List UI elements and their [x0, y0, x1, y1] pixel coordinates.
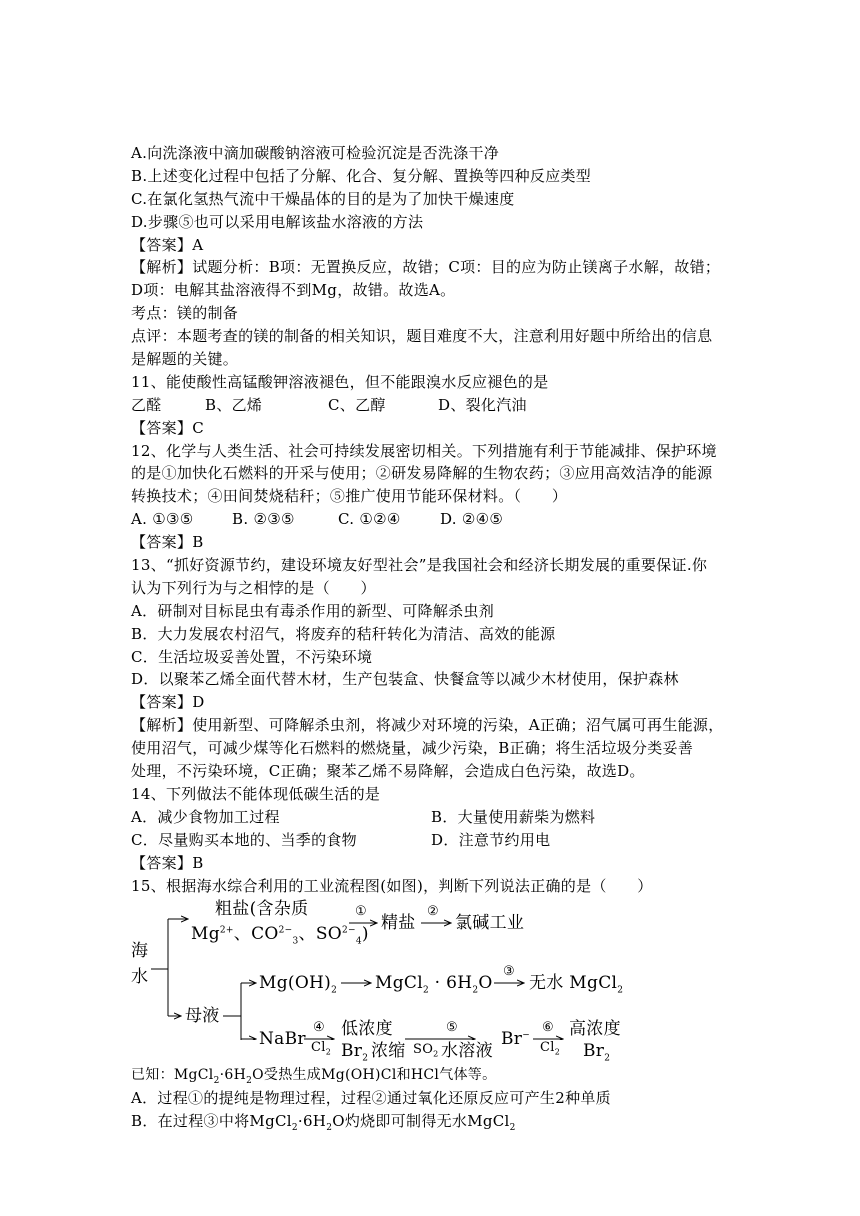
q10-kaodian: 考点：镁的制备 — [131, 304, 239, 323]
q11-answer: 【答案】C — [131, 418, 204, 437]
step6-label: ⑥ — [542, 1020, 554, 1036]
q13-option-b: B．大力发展农村沼气，将废弃的秸秆转化为清洁、高效的能源 — [131, 624, 556, 643]
q10-answer: 【答案】A — [131, 235, 204, 254]
q15-known-c: O受热生成Mg(OH)Cl和HCl气体等。 — [252, 1067, 497, 1084]
q15-option-b-c: O灼烧即可制得无水MgCl — [332, 1112, 510, 1131]
q10-option-a: A.向洗涤液中滴加碳酸钠溶液可检验沉淀是否洗涤干净 — [131, 144, 500, 162]
q15-known-b: ·6H — [219, 1067, 247, 1084]
br-ion-label — [501, 1029, 530, 1049]
q14-options-row2 — [131, 829, 731, 852]
q15-option-b-sub1: 2 — [291, 1123, 298, 1134]
concentrate-label: 浓缩 — [371, 1041, 406, 1062]
step5-label: ⑤ — [446, 1020, 458, 1036]
ion-mg-charge: 2+ — [219, 925, 234, 936]
so2-text: SO — [413, 1042, 434, 1058]
cl2-text: Cl — [311, 1040, 326, 1056]
high-conc-label: 高浓度 — [569, 1019, 621, 1040]
q14-option-c: C．尽量购买本地的、当季的食物 — [131, 830, 357, 849]
q14-answer: 【答案】B — [131, 853, 204, 872]
q10-option-d: D.步骤⑤也可以采用电解该盐水溶液的方法 — [131, 212, 424, 231]
cl2-sub: 2 — [325, 1047, 332, 1057]
seawater-label-1: 海 — [131, 941, 149, 962]
q14-option-a: A．减少食物加工过程 — [131, 807, 280, 826]
q15-option-b-a: B．在过程③中将MgCl — [131, 1112, 292, 1131]
q13-stem-line1: 13、“抓好资源节约，建设环境友好型社会”是我国社会和经济长期发展的重要保证.你 — [131, 556, 708, 575]
cl2b-reagent-label — [540, 1041, 560, 1055]
mgoh2-main: Mg(OH) — [259, 973, 332, 994]
br2-text: Br — [341, 1041, 363, 1062]
low-conc-label: 低浓度 — [341, 1019, 393, 1040]
q15-option-b — [131, 1110, 731, 1133]
seawater-label-2: 水 — [131, 967, 149, 988]
step3-label: ③ — [503, 964, 515, 980]
mgoh2-sub: 2 — [331, 985, 338, 996]
q13-analysis-line2: 使用沼气，可减少煤等化石燃料的燃烧量，减少污染，B正确；将生活垃圾分类妥善 — [131, 739, 694, 758]
q12-stem-line2: 的是①加快化石燃料的开采与使用；②研发易降解的生物农药；③应用高效洁净的能源 — [131, 464, 713, 483]
cl2b-sub: 2 — [554, 1047, 561, 1057]
cl2b-text: Cl — [540, 1040, 555, 1056]
q12-answer: 【答案】B — [131, 533, 204, 552]
br2-high-label — [583, 1041, 611, 1064]
q15-known — [131, 1064, 731, 1087]
q13-option-a: A．研制对目标昆虫有毒杀作用的新型、可降解杀虫剂 — [131, 601, 495, 620]
seawater-flow-diagram — [131, 899, 731, 1064]
q12-option-c: C. ①②④ — [338, 510, 401, 529]
q11-option-b: B、乙烯 — [205, 395, 263, 414]
q14-option-b: B．大量使用薪柴为燃料 — [431, 807, 596, 826]
br2b-sub: 2 — [604, 1053, 611, 1064]
anhydrous-mgcl2-label — [529, 973, 624, 996]
q15-known-a: 已知：MgCl — [131, 1067, 214, 1084]
q15-known-sub2: 2 — [246, 1076, 253, 1087]
impurity-ions — [191, 924, 369, 947]
hydrate-rest: · 6H — [428, 973, 473, 994]
q13-stem-line2: 认为下列行为与之相悖的是（ ） — [131, 578, 376, 597]
mgcl2-hydrate-label — [375, 973, 493, 996]
br-ion-text: Br — [501, 1029, 523, 1050]
mother-liquor-label: 母液 — [185, 1006, 220, 1027]
q13-option-c: C．生活垃圾妥善处置，不污染环境 — [131, 647, 373, 666]
q15-option-a: A．过程①的提纯是物理过程，过程②通过氧化还原反应可产生2种单质 — [131, 1089, 611, 1108]
so2-reagent-label — [413, 1043, 439, 1057]
q14-options-row1 — [131, 806, 731, 829]
q11-option-d: D、裂化汽油 — [438, 395, 527, 414]
nabr-label: NaBr — [259, 1029, 306, 1050]
ion-so-sub: 4 — [355, 936, 362, 947]
ion-mg: Mg — [191, 924, 220, 945]
q14-stem: 14、下列做法不能体现低碳生活的是 — [131, 784, 381, 803]
q11-stem: 11、能使酸性高锰酸钾溶液褪色，但不能跟溴水反应褪色的是 — [131, 372, 549, 391]
q12-options — [131, 508, 731, 531]
q11-options — [131, 394, 731, 417]
br2-sub: 2 — [362, 1053, 369, 1064]
mgoh2-label — [259, 973, 338, 996]
ion-so-charge: 2− — [342, 925, 356, 936]
step2-label: ② — [427, 904, 439, 920]
document-content — [131, 142, 731, 1133]
br-ion-charge: − — [522, 1030, 531, 1041]
q12-stem-line1: 12、化学与人类生活、社会可持续发展密切相关。下列措施有利于节能减排、保护环境 — [131, 441, 717, 460]
chlor-alkali-label: 氯碱工业 — [455, 913, 525, 934]
br2-low-label — [341, 1041, 369, 1064]
crude-salt-label: 粗盐(含杂质 — [215, 899, 309, 920]
step1-label: ① — [355, 904, 367, 920]
ion-co-sub: 3 — [292, 936, 299, 947]
hydrate-sub: 2 — [472, 985, 479, 996]
q10-option-c: C.在氯化氢热气流中干燥晶体的目的是为了加快干燥速度 — [131, 189, 515, 208]
fine-salt-label: 精盐 — [381, 913, 416, 934]
q12-option-a: A. ①③⑤ — [131, 510, 194, 529]
hydrate-o: O — [478, 973, 493, 994]
anhydrous-text: 无水 MgCl — [529, 973, 618, 994]
q13-analysis-line1: 【解析】使用新型、可降解杀虫剂，将减少对环境的污染，A正确；沼气属可再生能源， — [131, 716, 724, 735]
q15-known-sub1: 2 — [213, 1076, 220, 1087]
anhydrous-sub: 2 — [617, 985, 624, 996]
flow-lines — [131, 899, 731, 1040]
cl2-reagent-label — [311, 1041, 331, 1055]
q13-option-d: D．以聚苯乙烯全面代替木材，生产包装盒、快餐盒等以减少木材使用，保护森林 — [131, 670, 679, 689]
mgcl2-main: MgCl — [375, 973, 423, 994]
q10-dianping-line2: 是解题的关键。 — [131, 350, 239, 369]
q10-option-b: B.上述变化过程中包括了分解、化合、复分解、置换等四种反应类型 — [131, 166, 592, 185]
q10-dianping-line1: 点评：本题考查的镁的制备的相关知识，题目难度不大，注意利用好题中所给出的信息 — [131, 327, 713, 346]
q15-option-b-sub2: 2 — [326, 1123, 333, 1134]
q11-option-a: 乙醛 — [131, 395, 162, 414]
br2b-text: Br — [583, 1041, 605, 1062]
q11-option-c: C、乙醇 — [328, 395, 386, 414]
q12-option-b: B. ②③⑤ — [232, 510, 295, 529]
ion-co-prefix: 、CO — [233, 924, 279, 945]
q10-analysis-line2: D项：电解其盐溶液得不到Mg，故错。故选A。 — [131, 281, 456, 300]
q12-option-d: D. ②④⑤ — [440, 510, 504, 529]
aqueous-label: 水溶液 — [441, 1041, 493, 1062]
step4-label: ④ — [313, 1020, 325, 1036]
ion-so-prefix: 、SO — [298, 924, 343, 945]
ion-co-charge: 2− — [278, 925, 293, 936]
ion-close: ) — [361, 924, 369, 945]
mgcl2-sub: 2 — [422, 985, 429, 996]
so2-sub: 2 — [433, 1049, 439, 1059]
q12-stem-line3: 转换技术；④田间焚烧秸秆；⑤推广使用节能环保材料。（ ） — [131, 487, 568, 506]
q15-option-b-sub3: 2 — [509, 1123, 516, 1134]
q15-option-b-b: ·6H — [297, 1112, 327, 1131]
q13-answer: 【答案】D — [131, 693, 205, 712]
q14-option-d: D．注意节约用电 — [431, 830, 551, 849]
q10-analysis-line1: 【解析】试题分析：B项：无置换反应，故错；C项：目的应为防止镁离子水解，故错； — [131, 258, 721, 277]
q13-analysis-line3: 处理，不污染环境，C正确；聚苯乙烯不易降解，会造成白色污染，故选D。 — [131, 762, 645, 781]
q15-stem: 15、根据海水综合利用的工业流程图(如图)，判断下列说法正确的是（ ） — [131, 876, 653, 895]
